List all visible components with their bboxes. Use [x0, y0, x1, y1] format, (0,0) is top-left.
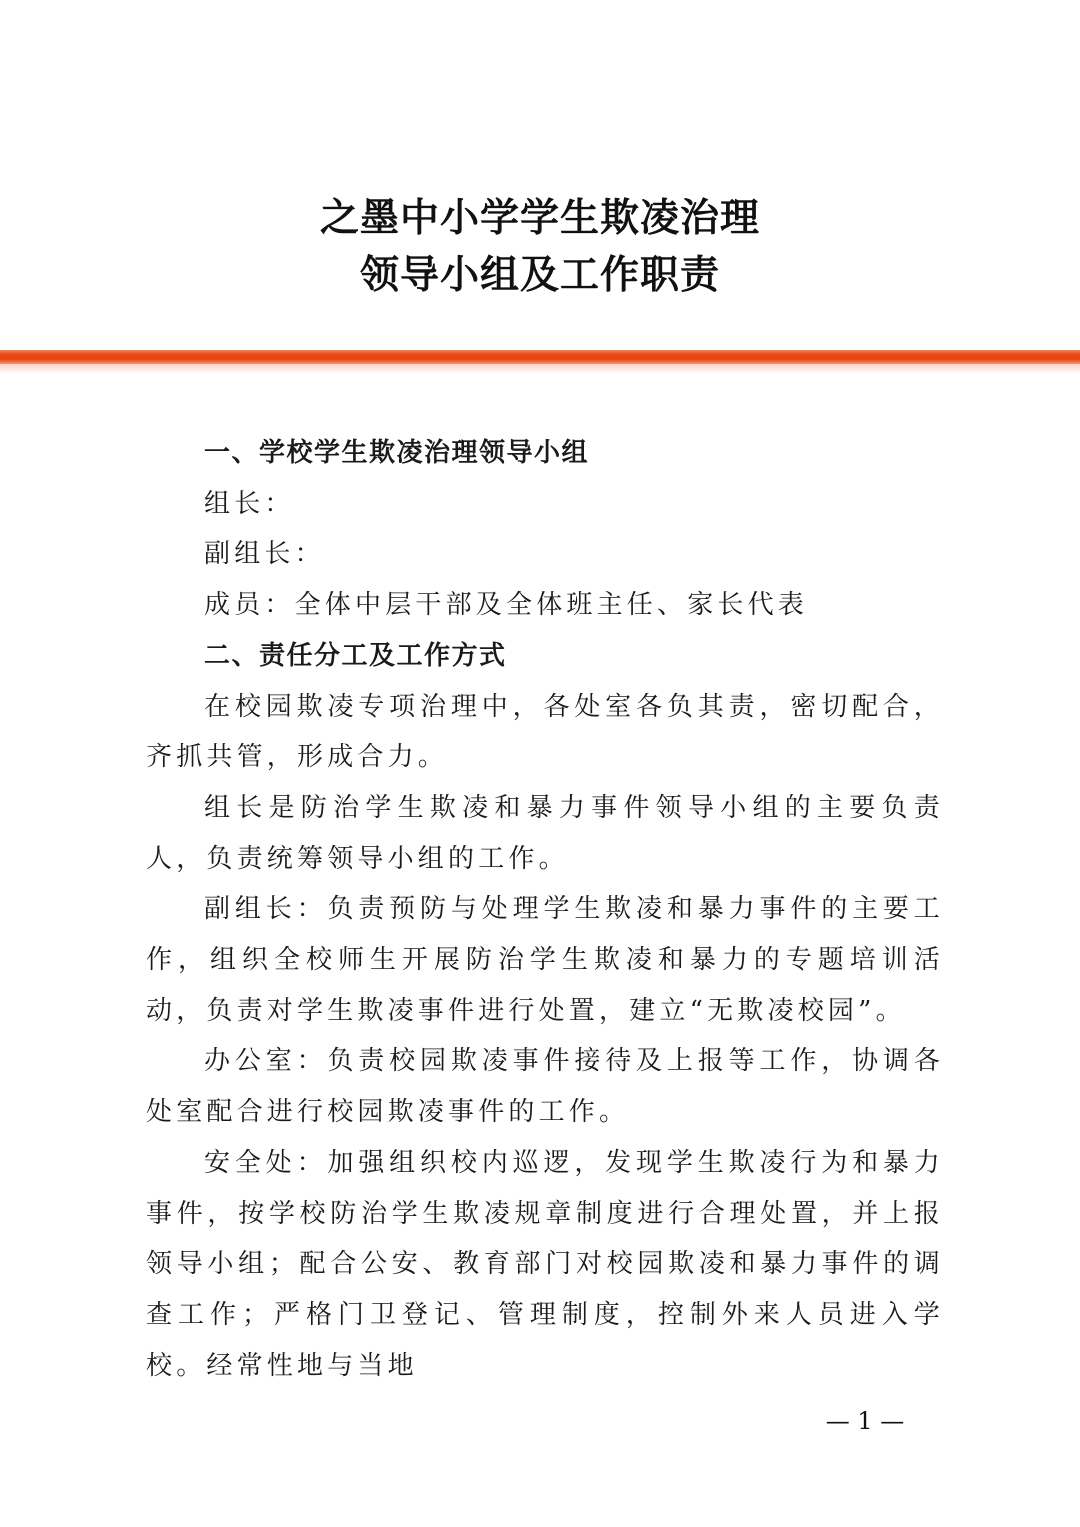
document-body	[146, 428, 944, 1391]
divider-shadow	[0, 364, 1080, 374]
red-divider-rule	[0, 350, 1080, 364]
paragraph-security-duty: 安全处：加强组织校内巡逻，发现学生欺凌行为和暴力事件，按学校防治学生欺凌规章制度进行合理处置，并上报领导小组；配合公安、教育部门对校园欺凌和暴力事件的调查工作；严格门卫登记、管理制度，控制外来人员进入学校。经常性地与当地	[146, 1147, 944, 1381]
members-line: 成员：全体中层干部及全体班主任、家长代表	[204, 590, 809, 621]
title-line-2: 领导小组及工作职责	[359, 253, 720, 298]
section-one-heading: 一、学校学生欺凌治理领导小组	[204, 438, 590, 468]
leader-line: 组长：	[204, 488, 295, 519]
document-title	[0, 190, 1080, 304]
section-two-heading: 二、责任分工及工作方式	[204, 640, 507, 671]
paragraph-cooperation: 在校园欺凌专项治理中，各处室各负其责，密切配合，齐抓共管，形成合力。	[146, 691, 944, 773]
paragraph-deputy-duty: 副组长：负责预防与处理学生欺凌和暴力事件的主要工作，组织全校师生开展防治学生欺凌和暴力的专题培训活动，负责对学生欺凌事件进行处置，建立“无欺凌校园”。	[146, 894, 944, 1026]
paragraph-leader-duty: 组长是防治学生欺凌和暴力事件领导小组的主要负责人，负责统筹领导小组的工作。	[146, 792, 944, 874]
title-line-1: 之墨中小学学生欺凌治理	[319, 196, 760, 241]
page-number: — 1 —	[825, 1407, 905, 1435]
deputy-leader-line: 副组长：	[204, 539, 325, 570]
paragraph-office-duty: 办公室：负责校园欺凌事件接待及上报等工作，协调各处室配合进行校园欺凌事件的工作。	[146, 1046, 944, 1128]
